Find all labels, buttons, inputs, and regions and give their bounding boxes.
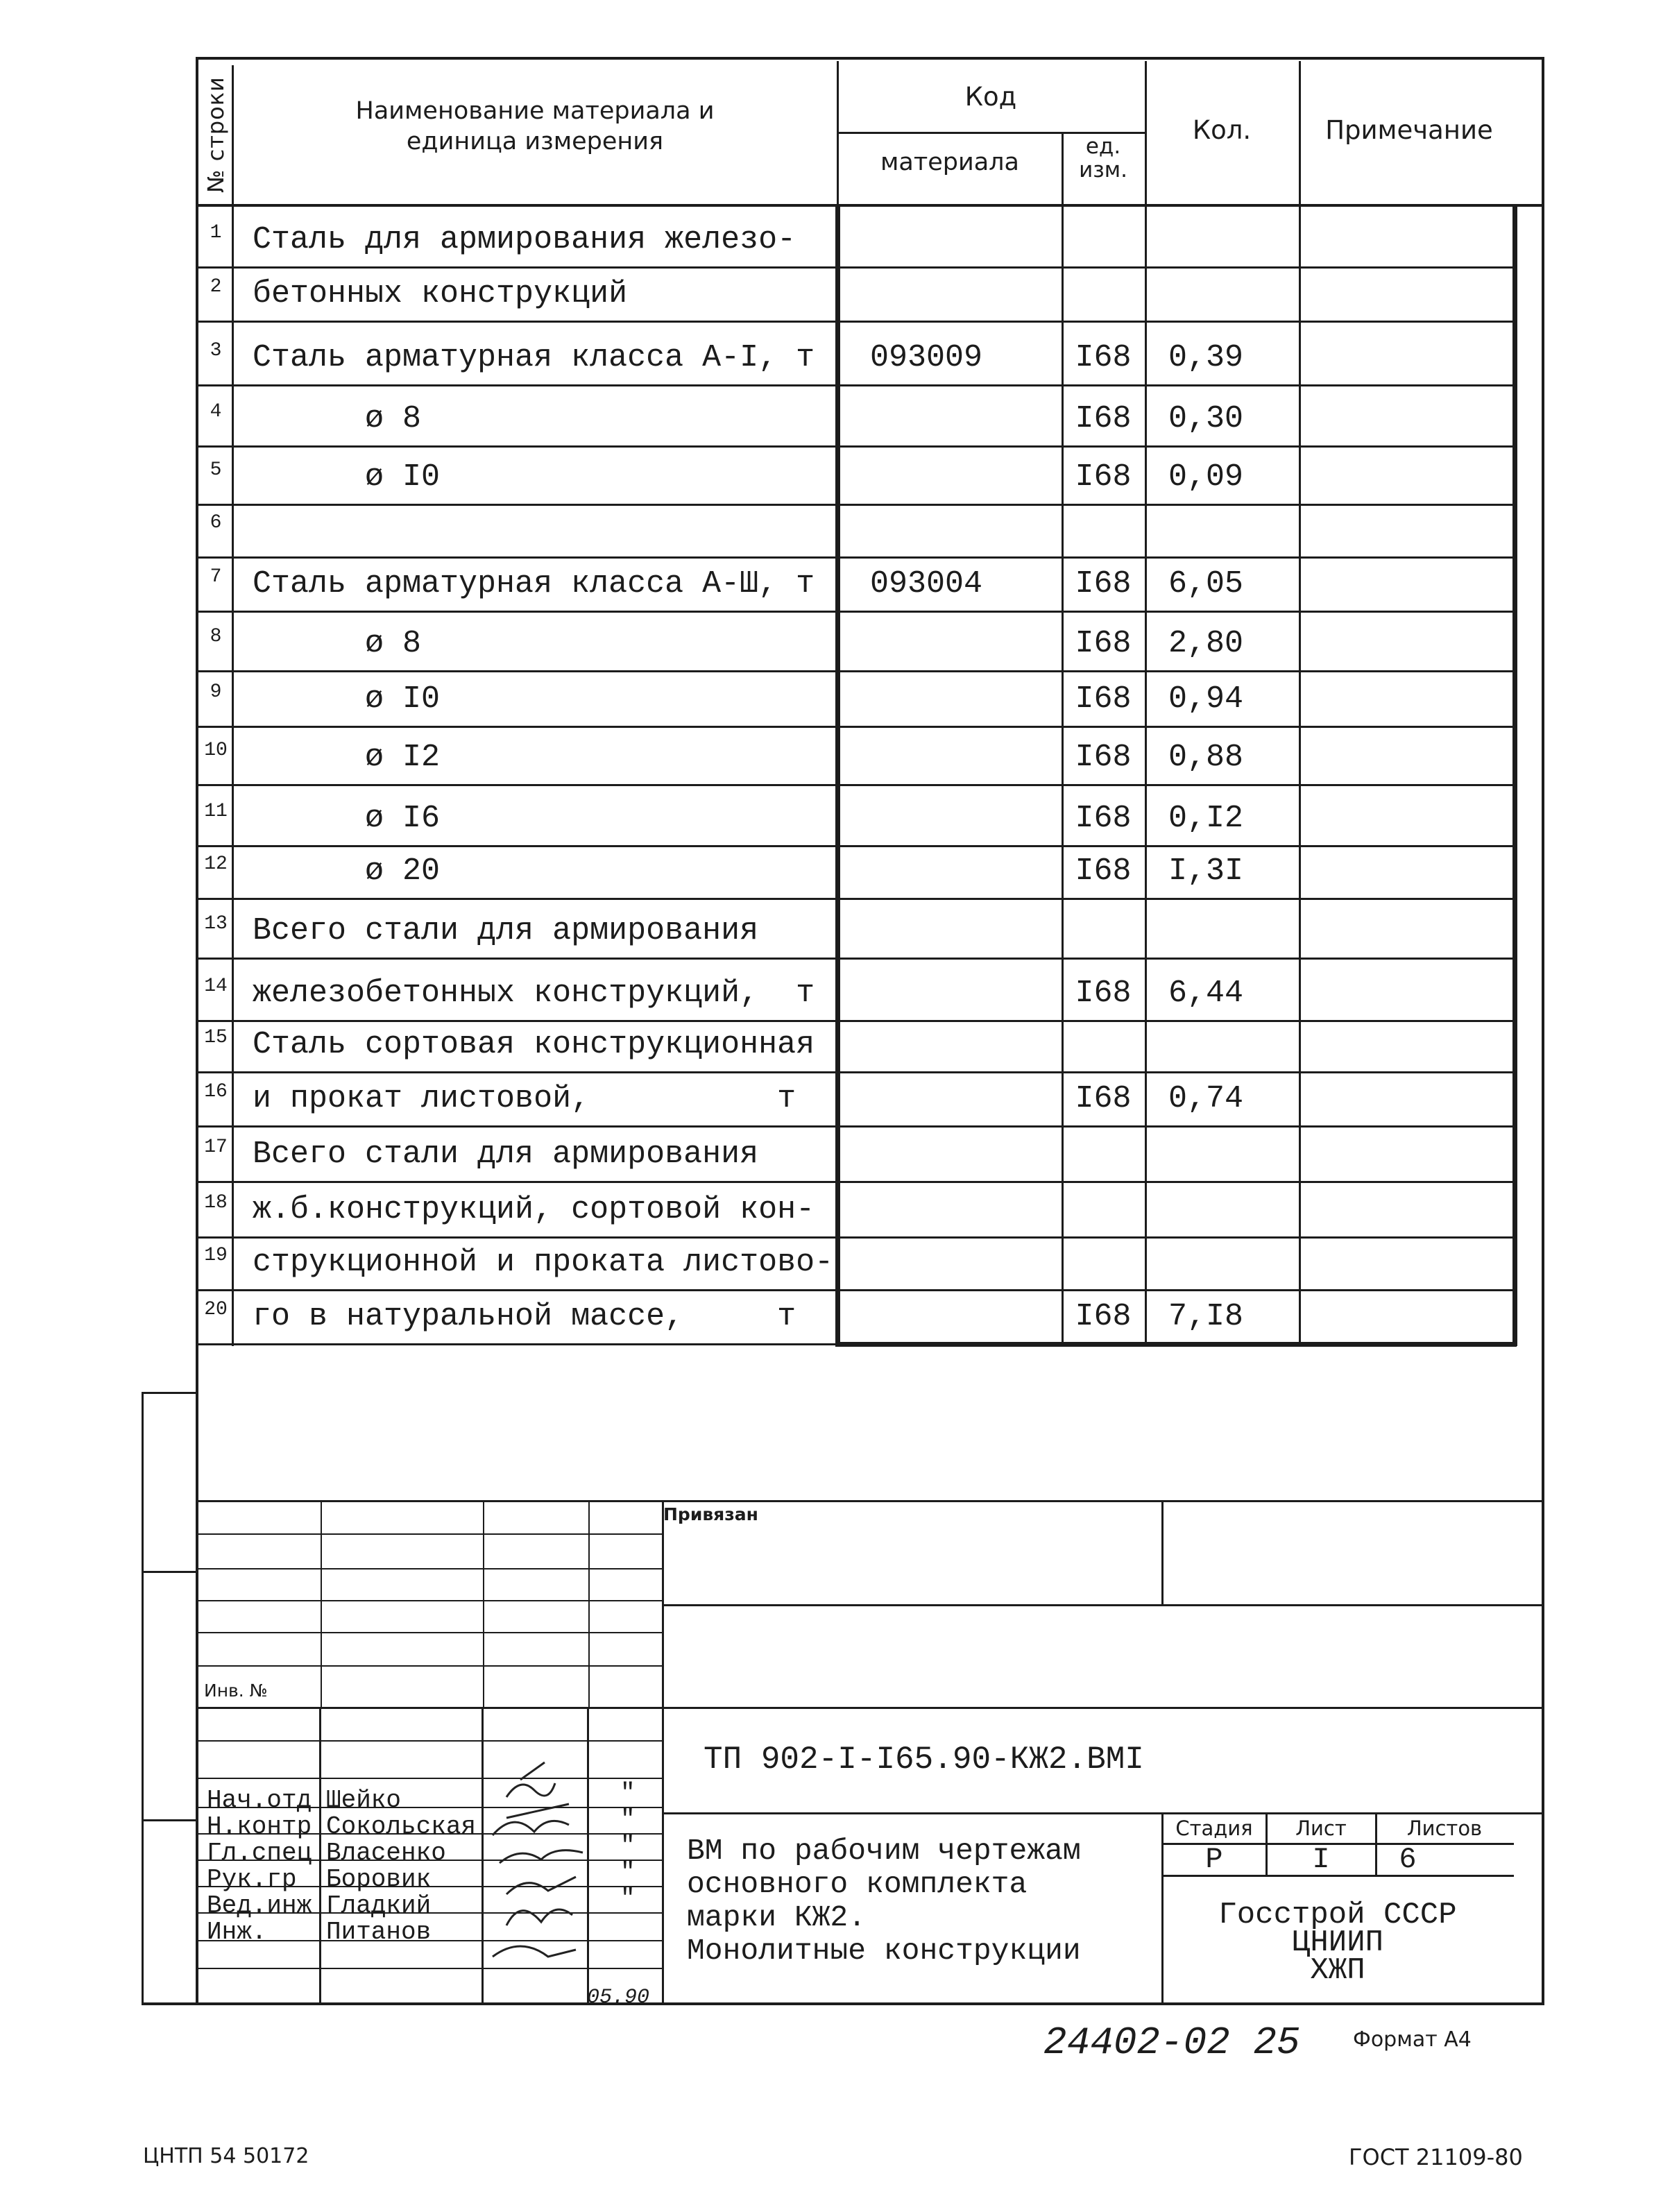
material-name: Сталь для армирования железо- — [253, 222, 796, 257]
h-line — [196, 845, 1514, 847]
material-code: 093009 — [870, 340, 983, 375]
org-line-3: ХЖП — [1310, 1953, 1365, 1988]
h-line — [196, 726, 1514, 728]
row-number: 18 — [204, 1192, 228, 1214]
left-stamp: ЦНТП 54 50172 — [143, 2144, 309, 2168]
h-line — [196, 1020, 1514, 1022]
signer-name: Власенко — [326, 1839, 446, 1867]
h-line — [142, 2002, 1543, 2005]
material-name: ø 8 — [253, 626, 422, 661]
material-name: Сталь сортовая конструкционная — [253, 1027, 815, 1062]
handwritten-number: 24402-02 25 — [1043, 2020, 1300, 2065]
signature-gladkiy — [506, 1909, 572, 1925]
unit-code: I68 — [1075, 853, 1132, 889]
v-line — [837, 61, 839, 205]
material-name: ø I0 — [253, 681, 441, 717]
quantity-value: 6,05 — [1168, 566, 1244, 602]
signature-sokolskaya — [493, 1804, 569, 1835]
material-name: ø I6 — [253, 801, 441, 836]
note-header: Примечание — [1325, 115, 1493, 145]
row-number: 7 — [210, 566, 222, 588]
quantity-value: 0,I2 — [1168, 801, 1244, 836]
row-number: 5 — [210, 459, 222, 481]
row-number: 8 — [210, 626, 222, 647]
material-name: ж.б.конструкций, сортовой кон- — [253, 1192, 815, 1227]
ditto-mark: " — [620, 1832, 636, 1860]
material-name: Сталь арматурная класса А-Ш, т — [253, 566, 815, 602]
h-line — [196, 321, 1514, 323]
row-number: 15 — [204, 1027, 228, 1048]
row-number: 20 — [204, 1299, 228, 1320]
unit-code: I68 — [1075, 340, 1132, 375]
h-line — [196, 266, 1514, 269]
v-line — [321, 1500, 322, 1707]
v-line — [1145, 61, 1147, 205]
unit-code: I68 — [1075, 1081, 1132, 1116]
h-line — [835, 1342, 1517, 1347]
desc-line-3: марки КЖ2. — [687, 1900, 867, 1934]
v-line — [1299, 205, 1301, 1345]
quantity-value: 2,80 — [1168, 626, 1244, 661]
signer-name: Шейко — [326, 1786, 402, 1814]
format-label: Формат А4 — [1353, 2027, 1472, 2052]
row-number: 3 — [210, 340, 222, 361]
desc-line-2: основного комплекта — [687, 1867, 1028, 1901]
signature-scribbles — [479, 1749, 659, 2005]
row-number: 13 — [204, 913, 228, 935]
quantity-value: 0,74 — [1168, 1081, 1244, 1116]
material-name: струкционной и проката листово- — [253, 1245, 834, 1280]
unit-code: I68 — [1075, 976, 1132, 1011]
h-line — [196, 1707, 1542, 1709]
sheet-label: Лист — [1295, 1817, 1347, 1840]
h-line — [196, 1665, 662, 1667]
document-code: ТП 902-I-I65.90-КЖ2.ВМI — [704, 1742, 1144, 1778]
unit-code: I68 — [1075, 801, 1132, 836]
v-line — [835, 204, 840, 1346]
signer-role: Гл.спец — [207, 1839, 312, 1867]
quantity-value: 0,94 — [1168, 681, 1244, 717]
signer-role: Инж. — [207, 1918, 267, 1946]
desc-line-1: ВМ по рабочим чертежам — [687, 1834, 1081, 1868]
h-line — [196, 670, 1514, 672]
sheets-value: 6 — [1399, 1843, 1417, 1876]
code-unit-header — [1063, 135, 1143, 182]
row-number: 19 — [204, 1245, 228, 1266]
row-number: 12 — [204, 853, 228, 875]
h-line — [196, 1236, 1514, 1239]
h-line — [196, 1181, 1514, 1183]
h-line — [196, 445, 1514, 448]
h-line — [196, 1289, 1514, 1291]
h-line — [196, 784, 1514, 786]
unit-code: I68 — [1075, 681, 1132, 717]
org-line-1: Госстрой СССР — [1218, 1898, 1457, 1932]
code-material-header: материала — [880, 148, 1019, 176]
quantity-header: Кол. — [1192, 115, 1252, 145]
inventory-number-label: Инв. № — [204, 1681, 268, 1701]
h-line — [142, 1392, 196, 1394]
v-line — [1145, 205, 1147, 1345]
material-name: бетонных конструкций — [253, 276, 628, 312]
signature-sheiko — [506, 1762, 555, 1797]
material-name: и прокат листовой, т — [253, 1081, 796, 1116]
h-line — [196, 57, 1543, 60]
quantity-value: 0,39 — [1168, 340, 1244, 375]
unit-code: I68 — [1075, 740, 1132, 775]
v-line — [1299, 61, 1301, 205]
signer-name: Боровик — [326, 1865, 432, 1894]
v-line — [483, 1500, 484, 1707]
v-line — [142, 1392, 144, 2004]
signature-pitanov — [493, 1946, 576, 1957]
h-line — [196, 384, 1514, 386]
material-name: ø 8 — [253, 401, 422, 436]
row-number: 16 — [204, 1081, 228, 1103]
sheets-label: Листов — [1406, 1817, 1483, 1840]
h-line — [662, 1604, 1542, 1606]
h-line — [196, 958, 1514, 960]
quantity-value: 0,30 — [1168, 401, 1244, 436]
h-line — [196, 204, 1542, 207]
privyazan-label: Привязан — [663, 1504, 758, 1524]
row-number-column-header — [198, 65, 233, 204]
name-column-header — [235, 96, 835, 157]
quantity-value: 6,44 — [1168, 976, 1244, 1011]
v-line — [196, 57, 198, 2004]
material-name: Всего стали для армирования — [253, 913, 759, 948]
date-mark: 05.90 — [587, 1986, 650, 2009]
stage-label: Стадия — [1175, 1817, 1253, 1840]
signer-role: Рук.гр — [207, 1865, 297, 1894]
quantity-value: 0,09 — [1168, 459, 1244, 495]
unit-code: I68 — [1075, 566, 1132, 602]
v-line — [662, 1500, 664, 2004]
h-line — [196, 611, 1514, 613]
signature-borovik — [506, 1877, 576, 1894]
desc-line-4: Монолитные конструкции — [687, 1934, 1081, 1968]
quantity-value: 0,88 — [1168, 740, 1244, 775]
v-line — [319, 1707, 321, 2004]
org-line-2: ЦНИИП — [1291, 1925, 1384, 1960]
v-line — [1062, 205, 1064, 1345]
material-name: железобетонных конструкций, т — [253, 976, 815, 1011]
quantity-value: I,3I — [1168, 853, 1244, 889]
h-line — [196, 1500, 1542, 1502]
sheet-value: I — [1312, 1843, 1330, 1876]
row-number-header-label: № строки — [203, 76, 230, 193]
row-number: 11 — [204, 801, 228, 822]
code-header: Код — [964, 82, 1017, 112]
signer-name: Гладкий — [326, 1891, 432, 1920]
row-number: 1 — [210, 222, 222, 244]
h-line — [196, 1125, 1514, 1128]
unit-code: I68 — [1075, 459, 1132, 495]
material-code: 093004 — [870, 566, 983, 602]
h-line — [196, 1071, 1514, 1073]
material-name: Всего стали для армирования — [253, 1137, 759, 1172]
quantity-value: 7,I8 — [1168, 1299, 1244, 1334]
signer-role: Вед.инж — [207, 1891, 312, 1920]
v-line — [1161, 1500, 1164, 1604]
h-line — [142, 1571, 196, 1573]
v-line — [1062, 132, 1064, 205]
v-line — [588, 1500, 590, 1707]
ditto-mark: " — [620, 1858, 636, 1887]
code-unit-header-line1: ед. — [1085, 134, 1121, 159]
h-line — [196, 1343, 837, 1345]
signer-role: Нач.отд — [207, 1786, 312, 1814]
signer-name: Питанов — [326, 1918, 432, 1946]
unit-code: I68 — [1075, 401, 1132, 436]
unit-code: I68 — [1075, 626, 1132, 661]
ditto-mark: " — [620, 1885, 636, 1913]
signer-role: Н.контр — [207, 1812, 312, 1841]
unit-code: I68 — [1075, 1299, 1132, 1334]
h-line — [142, 1819, 196, 1821]
name-header-line2: единица измерения — [406, 128, 664, 155]
row-number: 17 — [204, 1137, 228, 1158]
row-number: 6 — [210, 512, 222, 534]
material-name: ø I2 — [253, 740, 441, 775]
ditto-mark: " — [620, 1805, 636, 1834]
v-line — [1512, 204, 1517, 1346]
organization — [1163, 1898, 1512, 1988]
h-line — [196, 1533, 662, 1535]
signer-name: Сокольская — [326, 1812, 477, 1841]
signature-vlasenko — [500, 1851, 583, 1863]
material-name: ø 20 — [253, 853, 441, 889]
material-name: ø I0 — [253, 459, 441, 495]
h-line — [196, 1740, 662, 1742]
h-line — [662, 1812, 1542, 1814]
v-line — [232, 65, 234, 1346]
material-name: Сталь арматурная класса А-I, т — [253, 340, 815, 375]
ditto-mark: " — [620, 1779, 636, 1807]
row-number: 14 — [204, 976, 228, 997]
name-header-line1: Наименование материала и — [355, 97, 715, 125]
h-line — [196, 504, 1514, 506]
h-line — [196, 1632, 662, 1633]
h-line — [837, 132, 1145, 134]
row-number: 10 — [204, 740, 228, 761]
h-line — [196, 1600, 662, 1601]
row-number: 2 — [210, 276, 222, 298]
code-unit-header-line2: изм. — [1079, 158, 1127, 182]
material-name: го в натуральной массе, т — [253, 1299, 796, 1334]
v-line — [1542, 57, 1544, 2005]
row-number: 4 — [210, 401, 222, 423]
h-line — [196, 1568, 662, 1569]
h-line — [196, 556, 1514, 559]
stage-value: Р — [1205, 1843, 1223, 1876]
sheet-description — [687, 1835, 1081, 1968]
gost-label: ГОСТ 21109-80 — [1349, 2144, 1523, 2170]
h-line — [196, 898, 1514, 900]
row-number: 9 — [210, 681, 222, 703]
